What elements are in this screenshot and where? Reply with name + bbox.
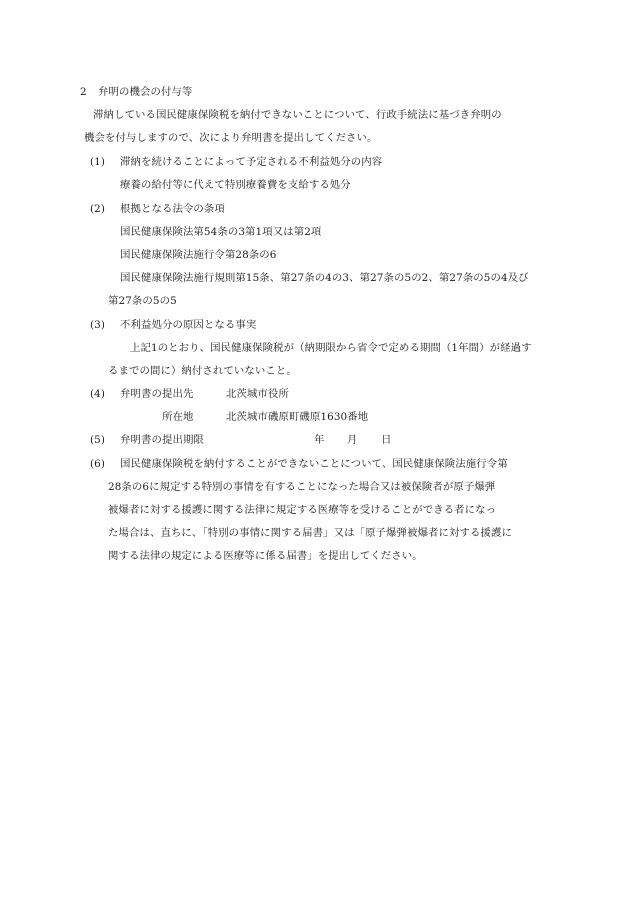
item-4-number: (4): [90, 388, 106, 400]
item-6-line-4: た場合は、直ちに、「特別の事情に関する届書」又は「原子爆弾被爆者に対する援護に: [108, 527, 512, 539]
item-5-number: (5): [90, 434, 106, 446]
item-5-heading: 弁明書の提出期限: [120, 434, 204, 446]
item-6-line-2: 28条の6に規定する特別の事情を有することになった場合又は被保険者が原子爆弾: [108, 481, 496, 493]
section-number: 2: [80, 86, 87, 98]
section-intro-line-2: 機会を付与しますので、次により弁明書を提出してください。: [84, 132, 378, 144]
item-3-heading: 不利益処分の原因となる事実: [120, 319, 257, 331]
section-intro-line-1: 滞納している国民健康保険税を納付できないことについて、行政手続法に基づき弁明の: [93, 109, 502, 121]
item-3-number: (3): [90, 319, 106, 331]
item-6-number: (6): [90, 458, 106, 470]
deadline-month: 月: [347, 434, 358, 446]
section-title: 弁明の機会の付与等: [98, 86, 193, 98]
item-1-number: (1): [90, 156, 106, 168]
deadline-year: 年: [314, 434, 325, 446]
item-2-line-1: 国民健康保険法第54条の3第1項又は第2項: [120, 226, 322, 238]
item-6-line-5: 関する法律の規定による医療等に係る届書」を提出してください。: [108, 550, 423, 562]
item-2-heading: 根拠となる法令の条項: [120, 203, 225, 215]
item-3-line-2: るまでの間に）納付されていないこと。: [108, 365, 297, 377]
item-2-line-3: 国民健康保険法施行規則第15条、第27条の4の3、第27条の5の2、第27条の5の4及び: [120, 272, 529, 284]
item-2-number: (2): [90, 203, 106, 215]
item-1-line-1: 療養の給付等に代えて特別療養費を支給する処分: [120, 179, 351, 191]
deadline-day: 日: [381, 434, 392, 446]
item-6-line-1: 国民健康保険税を納付することができないことについて、国民健康保険法施行令第: [120, 458, 508, 470]
item-3-line-1: 上記1のとおり、国民健康保険税が（納期限から省令で定める期間（1年間）が経過す: [130, 342, 532, 354]
item-4-sub-value: 北茨城市磯原町磯原1630番地: [226, 411, 369, 423]
item-4-sub-label: 所在地: [162, 411, 194, 423]
item-4-value: 北茨城市役所: [226, 388, 289, 400]
item-6-line-3: 被爆者に対する援護に関する法律に規定する医療等を受けることができる者になっ: [108, 504, 497, 516]
item-4-heading: 弁明書の提出先: [120, 388, 194, 400]
item-2-line-4: 第27条の5の5: [108, 295, 177, 307]
item-1-heading: 滞納を続けることによって予定される不利益処分の内容: [120, 156, 383, 168]
item-2-line-2: 国民健康保険法施行令第28条の6: [120, 249, 277, 261]
